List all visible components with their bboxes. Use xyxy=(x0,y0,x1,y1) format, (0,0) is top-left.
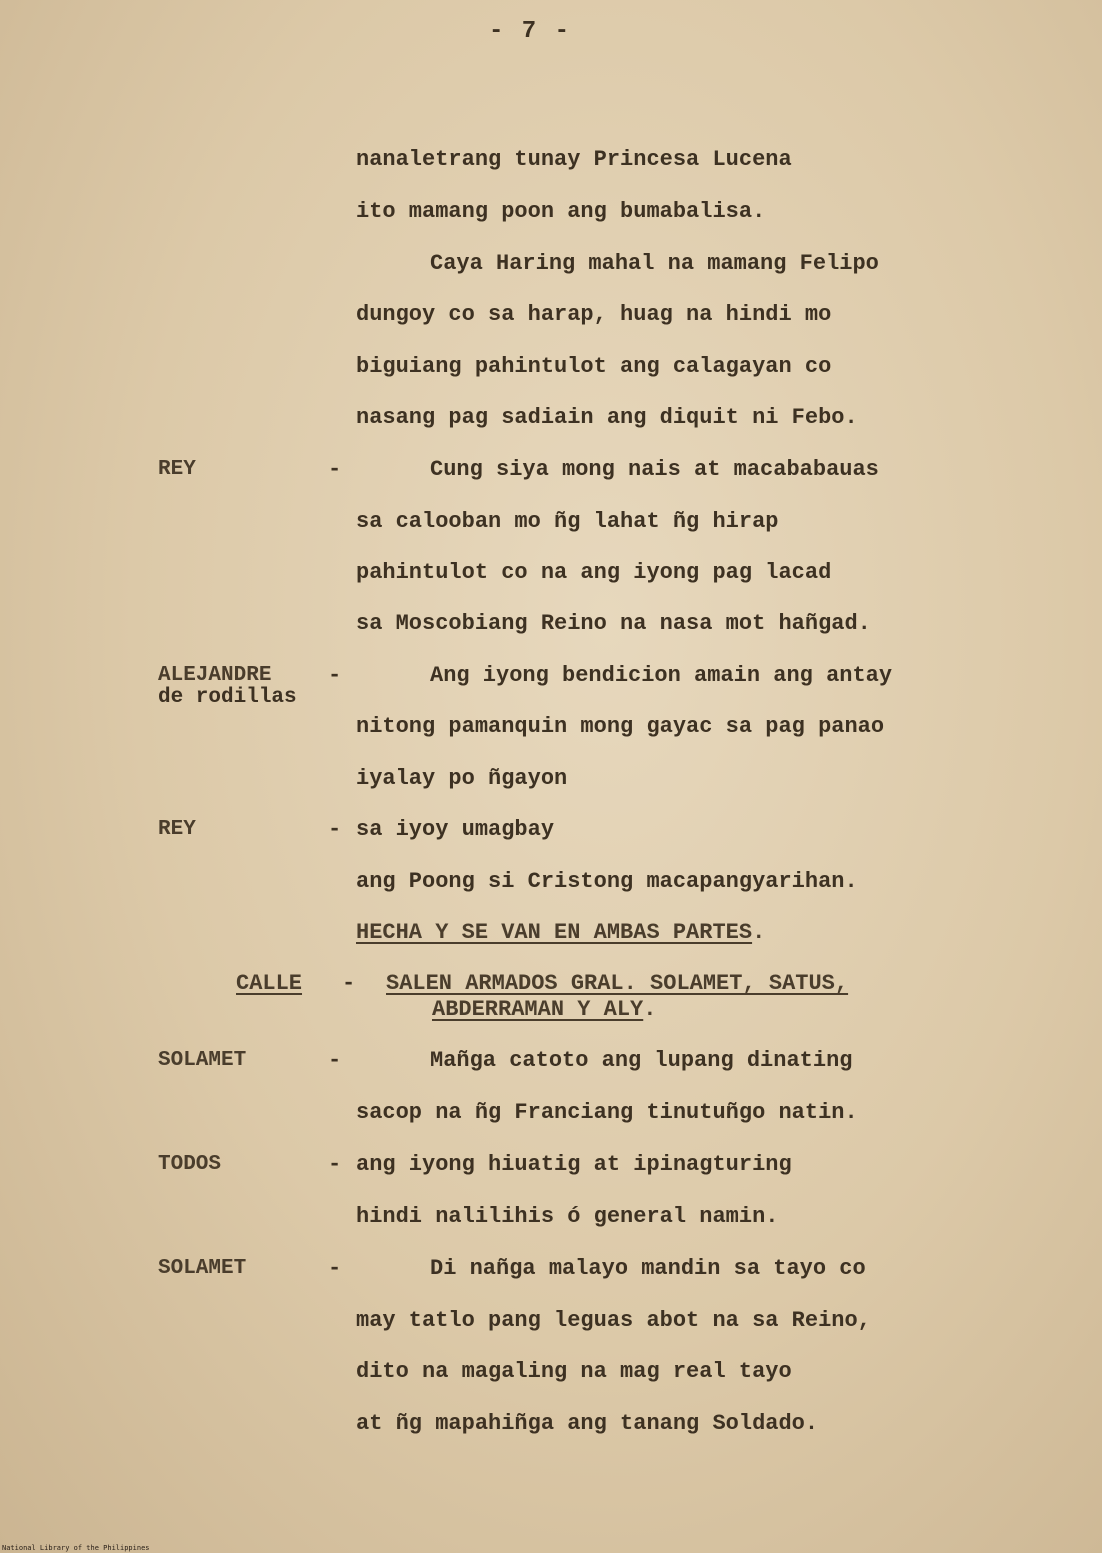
verse-line: biguiang pahintulot ang calagayan co xyxy=(356,354,832,379)
verse-line: Caya Haring mahal na mamang Felipo xyxy=(430,251,879,276)
verse-line: nasang pag sadiain ang diquit ni Febo. xyxy=(356,405,858,430)
stage-direction-exit-text: HECHA Y SE VAN EN AMBAS PARTES xyxy=(356,920,753,945)
verse-line: ang Poong si Cristong macapangyarihan. xyxy=(356,869,858,894)
speaker-dash: - xyxy=(328,457,342,482)
verse-line: Mañga catoto ang lupang dinating xyxy=(430,1048,853,1073)
verse-line: sacop na ñg Franciang tinutuñgo natin. xyxy=(356,1100,858,1125)
page-number: - 7 - xyxy=(488,18,571,45)
verse-line: sa Moscobiang Reino na nasa mot hañgad. xyxy=(356,611,871,636)
speaker-dash: - xyxy=(328,1256,342,1281)
verse-line: iyalay po ñgayon xyxy=(356,766,568,791)
archive-footer: National Library of the Philippines xyxy=(2,1544,150,1552)
scene-direction-line2: ABDERRAMAN Y ALY. xyxy=(432,997,657,1022)
speaker-dash: - xyxy=(328,1152,342,1177)
speaker-name: TODOS xyxy=(158,1153,222,1176)
verse-line: nanaletrang tunay Princesa Lucena xyxy=(356,147,792,172)
verse-line: may tatlo pang leguas abot na sa Reino, xyxy=(356,1308,871,1333)
verse-line: hindi nalilihis ó general namin. xyxy=(356,1204,779,1229)
speaker-name: REY xyxy=(158,818,196,841)
verse-line: Di nañga malayo mandin sa tayo co xyxy=(430,1256,866,1281)
speaker-name: ALEJANDRE xyxy=(158,664,272,687)
verse-line: Ang iyong bendicion amain ang antay xyxy=(430,663,893,688)
verse-line: ito mamang poon ang bumabalisa. xyxy=(356,199,766,224)
speaker-direction: de rodillas xyxy=(158,686,297,709)
speaker-name: SOLAMET xyxy=(158,1257,247,1280)
verse-line: sa iyoy umagbay xyxy=(356,817,555,842)
verse-line: pahintulot co na ang iyong pag lacad xyxy=(356,560,832,585)
verse-line: ang iyong hiuatig at ipinagturing xyxy=(356,1152,792,1177)
verse-line: at ñg mapahiñga ang tanang Soldado. xyxy=(356,1411,819,1436)
scene-direction-line1: SALEN ARMADOS GRAL. SOLAMET, SATUS, xyxy=(386,971,849,996)
speaker-dash: - xyxy=(328,1048,342,1073)
verse-line: nitong pamanquin mong gayac sa pag panao xyxy=(356,714,885,739)
scene-dash: - xyxy=(342,971,356,996)
speaker-dash: - xyxy=(328,817,342,842)
verse-line: dungoy co sa harap, huag na hindi mo xyxy=(356,302,832,327)
scene-label: CALLE xyxy=(236,971,303,996)
scene-direction-line2-text: ABDERRAMAN Y ALY xyxy=(432,997,644,1022)
verse-line: sa calooban mo ñg lahat ñg hirap xyxy=(356,509,779,534)
speaker-name: REY xyxy=(158,458,196,481)
speaker-dash: - xyxy=(328,663,342,688)
verse-line: Cung siya mong nais at macababauas xyxy=(430,457,879,482)
verse-line: dito na magaling na mag real tayo xyxy=(356,1359,792,1384)
stage-direction-exit: HECHA Y SE VAN EN AMBAS PARTES. xyxy=(356,920,766,945)
speaker-name: SOLAMET xyxy=(158,1049,247,1072)
